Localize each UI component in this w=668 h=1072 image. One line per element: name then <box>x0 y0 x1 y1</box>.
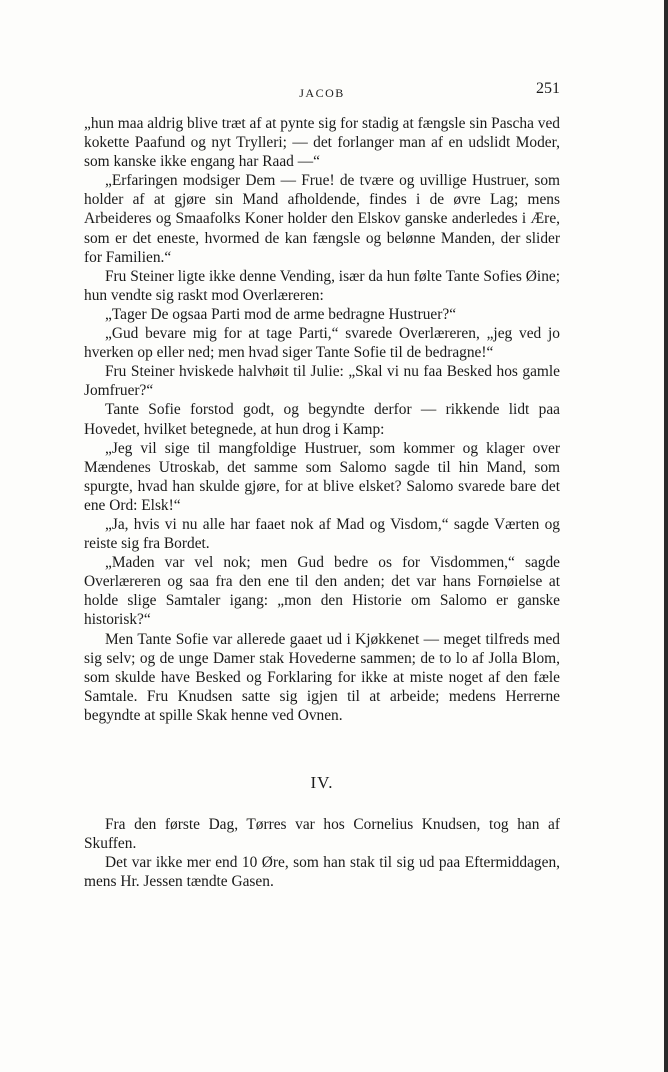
page-edge-shadow <box>664 0 668 1072</box>
paragraph: „Erfaringen modsiger Dem — Frue! de tvære og uvillige Hustruer, som holder af at gjøre sin Mand afholdende, findes i de øvre Lag; mens Arbeideres og Smaafolks Koner holder den Elskov ganske anderledes i Ære, som er det eneste, hvormed de kan fængsle og belønne Manden, der slider for Familien.“ <box>84 172 560 266</box>
paragraph: Fru Steiner hviskede halvhøit til Julie: „Skal vi nu faa Besked hos gamle Jomfruer?“ <box>84 363 560 400</box>
paragraph: Tante Sofie forstod godt, og begyndte derfor — rikkende lidt paa Hovedet, hvilket betegnede, at hun drog i Kamp: <box>84 401 560 438</box>
running-title: JACOB <box>299 86 345 100</box>
page-number: 251 <box>536 80 560 97</box>
running-header <box>84 80 560 104</box>
paragraph: „Maden var vel nok; men Gud bedre os for Visdommen,“ sagde Overlæreren og saa fra den ene til den anden; det var hans Fornøielse at holde slige Samtaler igang: „mon den Historie om Salomo er ganske historisk?“ <box>84 554 560 629</box>
body-text <box>84 114 560 891</box>
paragraph: Fru Steiner ligte ikke denne Vending, især da hun følte Tante Sofies Øine; hun vendte sig raskt mod Overlæreren: <box>84 267 560 304</box>
paragraph: Men Tante Sofie var allerede gaaet ud i Kjøkkenet — meget tilfreds med sig selv; og de unge Damer stak Hovederne sammen; de to lo af Jolla Blom, som skulde have Besked og Forklaring for ikke at miste noget af den fæle Samtale. Fru Knudsen satte sig igjen til at arbeide; medens Herrerne begyndte at spille Skak henne ved Ovnen. <box>84 630 560 724</box>
paragraph: „Tager De ogsaa Parti mod de arme bedragne Hustruer?“ <box>105 305 457 323</box>
paragraph: Det var ikke mer end 10 Øre, som han stak til sig ud paa Eftermiddagen, mens Hr. Jessen tændte Gasen. <box>84 854 560 891</box>
paragraph: „Gud bevare mig for at tage Parti,“ svarede Overlæreren, „jeg ved jo hverken op eller ned; men hvad siger Tante Sofie til de bedragne!“ <box>84 325 560 362</box>
section-heading: IV. <box>310 773 334 792</box>
paragraph: „hun maa aldrig blive træt af at pynte sig for stadig at fængsle sin Pascha ved kokette Paafund og nyt Trylleri; — det forlanger man af en udslidt Moder, som kanske ikke engang har Raad —“ <box>84 115 560 171</box>
paragraph: „Ja, hvis vi nu alle har faaet nok af Mad og Visdom,“ sagde Værten og reiste sig fra Bordet. <box>84 515 560 553</box>
paragraph: Fra den første Dag, Tørres var hos Cornelius Knudsen, tog han af Skuffen. <box>84 816 560 853</box>
paragraph: „Jeg vil sige til mangfoldige Hustruer, som kommer og klager over Mændenes Utroskab, det samme som Salomo sagde til hin Mand, som spurgte, hvad han skulde gjøre, for at blive elsket? Salomo svarede bare det ene Ord: Elsk!“ <box>84 439 560 514</box>
